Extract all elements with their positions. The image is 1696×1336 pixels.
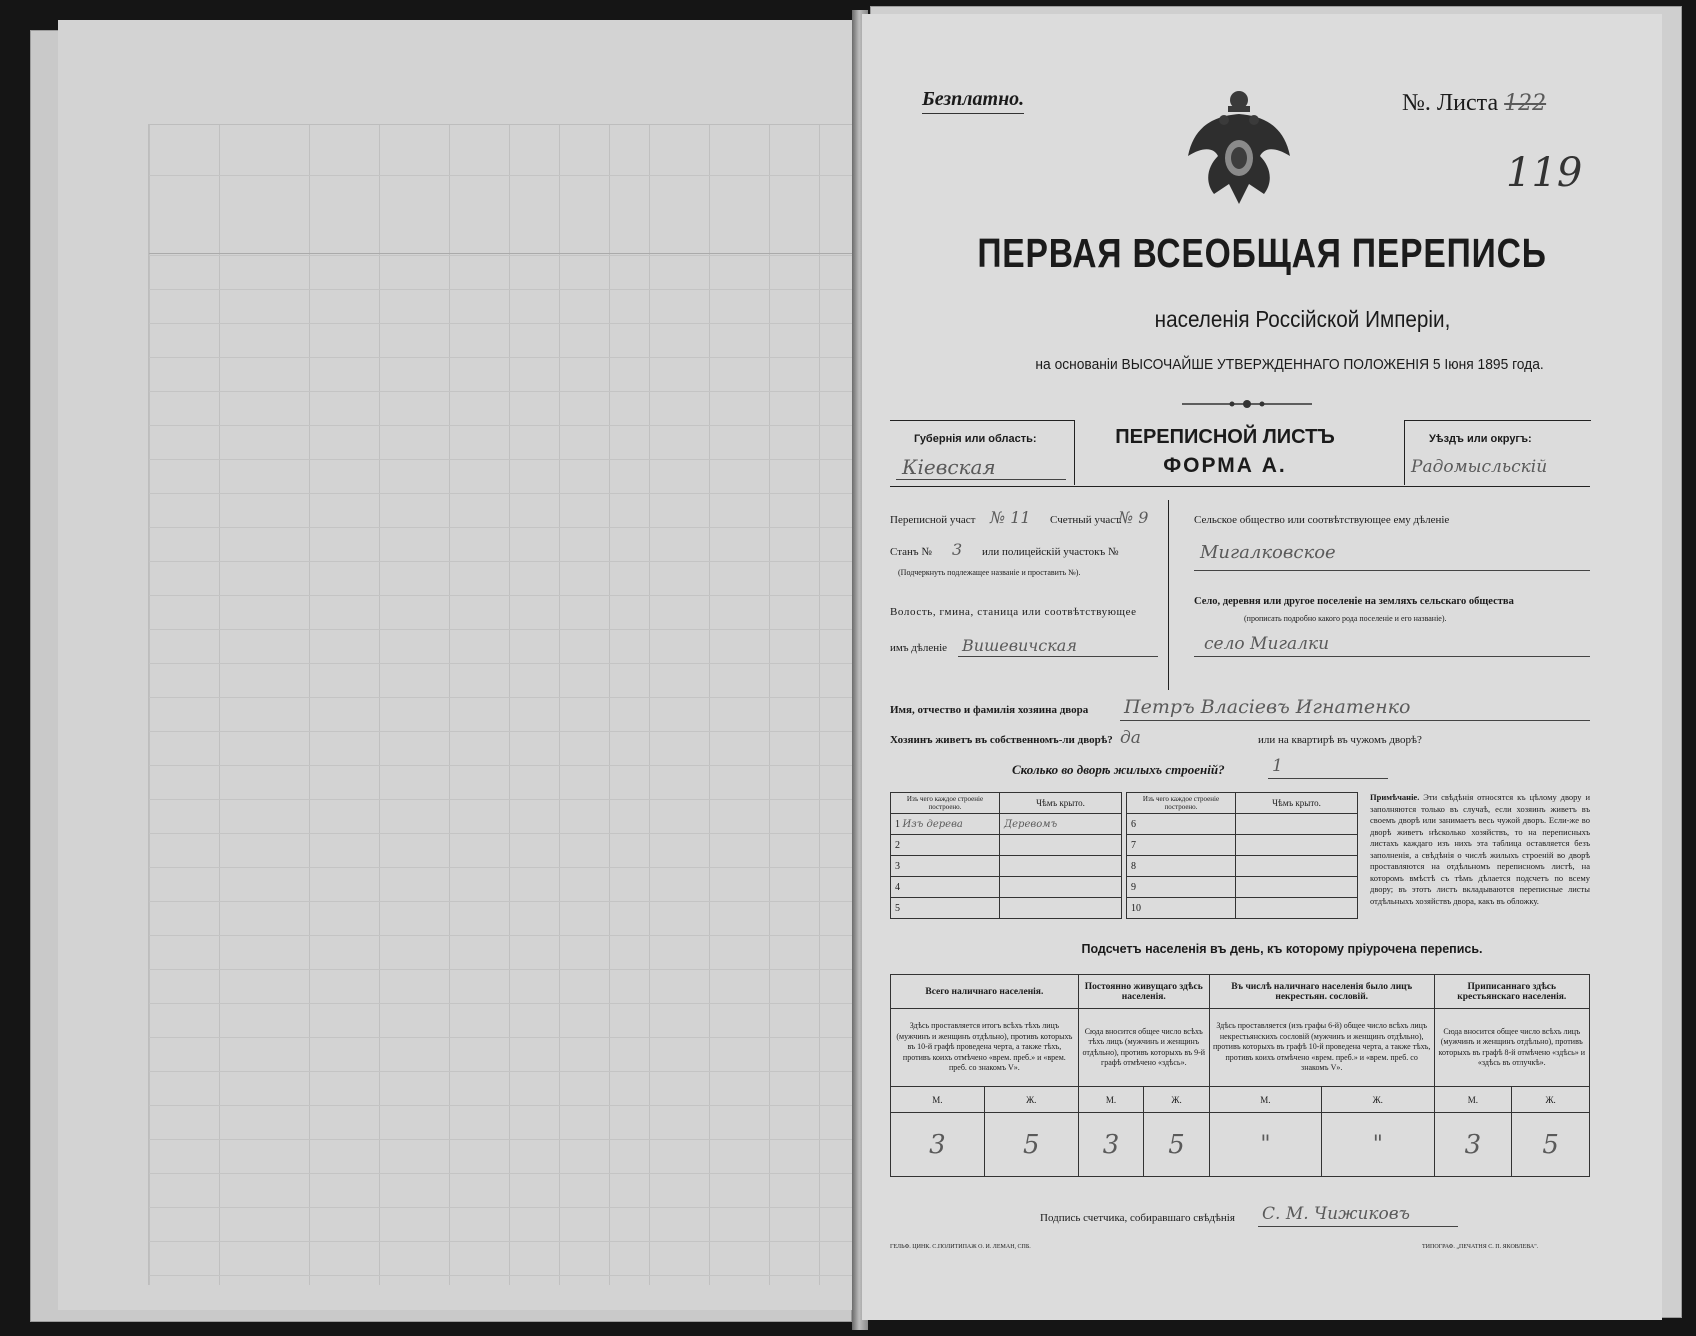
sheet-number-crossed: 122 [1504,91,1547,116]
society-label: Сельское общество или соотвѣтствующее ему дѣленіе [1194,514,1450,526]
census-subtitle: населенія Россійской Имперіи, [1154,306,1451,332]
pop-value: 3 [1078,1113,1144,1177]
grid-row-line [149,459,859,460]
counting-section-label: Счетный участ. [1050,514,1122,526]
own-yard-label: Хозяинъ живетъ въ собственномъ-ли дворѣ? [890,734,1113,746]
table-row: 2 [891,835,1122,856]
field-divider [1168,500,1169,690]
census-title: ПЕРВАЯ ВСЕОБЩАЯ ПЕРЕПИСЬ [977,230,1547,276]
census-basis: на основаніи ВЫСОЧАЙШЕ УТВЕРЖДЕННАГО ПОЛОЖЕНІЯ 5 Іюня 1895 года. [1035,356,1544,373]
counting-section-value: № 9 [1118,508,1149,527]
grid-row-line [149,901,859,902]
note-text: Эти свѣдѣнія относятся къ цѣлому двору и заполняются только въ случаѣ, если хозяинъ живетъ въ своемъ дворѣ или занимаетъ весь чужой дворъ. Если-же во дворѣ живетъ нѣсколько хозяйствъ, то на переписныхъ листахъ каждаго изъ нихъ эта таблица оставляется безъ заполненія, а свѣдѣнія о числѣ жилыхъ строеній во дворѣ проставляются на отдѣльномъ переписномъ листѣ, на которомъ вмѣстѣ съ тѣмъ дѣлается подсчетъ по всему двору; въ этотъ листъ вкладываются переписные листы отдѣльныхъ хозяйствъ двора, какъ въ обложку. [1370,792,1591,906]
table-row: 6 [1127,814,1358,835]
apartment-label: или на квартирѣ въ чужомъ дворѣ? [1258,734,1422,746]
buildings-label: Сколько во дворѣ жилыхъ строеній? [1012,762,1225,777]
grid-row-line [149,765,859,766]
grid-row-line [149,253,859,254]
grid-row-line [149,527,859,528]
buildings-value: 1 [1272,756,1283,776]
table-row: 1 Изъ дерева Деревомъ [891,814,1122,835]
signature-value: С. М. Чижиковъ [1262,1204,1411,1224]
grid-row-line [149,629,859,630]
grid-column-line [309,125,310,1285]
note-block [1370,792,1590,907]
grid-row-line [149,1139,859,1140]
col-material-header: Изъ чего каждое строеніе построено. [891,793,1000,814]
grid-row-line [149,255,859,256]
grid-row-line [149,561,859,562]
province-value: Кіевская [902,455,996,479]
own-yard-value: да [1120,728,1141,748]
table-row: 5 [891,898,1122,919]
left-page [58,20,858,1310]
pop-col-desc: Сюда вносится общее число всѣхъ тѣхъ лицъ (мужчинъ и женщинъ отдѣльно), противъ которыхъ въ 9-й графѣ отмѣчено «здѣсь». [1078,1009,1209,1087]
census-section-label: Переписной участ [890,514,976,526]
district-value: Радомысльскій [1411,457,1548,477]
pop-value: " [1209,1113,1321,1177]
grid-row-line [149,357,859,358]
grid-row-line [149,1275,859,1276]
pop-col-title: Въ числѣ наличнаго населенія было лицъ некрестьян. сословій. [1209,975,1434,1009]
grid-column-line [509,125,510,1285]
grid-column-line [149,125,150,1285]
grid-row-line [149,323,859,324]
grid-column-line [609,125,610,1285]
population-table: Всего наличнаго населенія. Постоянно живущаго здѣсь населенія. Въ числѣ наличнаго населенія было лицъ некрестьян. сословій. Приписаннаго здѣсь крестьянскаго населенія. Здѣсь проставляется итогъ всѣхъ тѣхъ лицъ (мужчинъ и женщинъ отдѣльно), противъ которыхъ въ 10-й графѣ проведена черта, а также тѣхъ, противъ коихъ отмѣчено «врем. преб.» и «врем. преб. со знакомъ V». Сюда вносится общее число всѣхъ тѣхъ лицъ (мужчинъ и женщинъ отдѣльно), противъ которыхъ въ 9-й графѣ отмѣчено «здѣсь». Здѣсь проставляется (изъ графы 6-й) общее число всѣхъ лицъ некрестьянскихъ сословій (мужчинъ и женщинъ отдѣльно), противъ которыхъ въ графѣ 10-й проведена черта, а также тѣхъ, противъ коихъ отмѣчено «врем. преб.» и «врем. преб. со знакомъ V». Сюда вносится общее число всѣхъ лицъ (мужчинъ и женщинъ отдѣльно), противъ которыхъ въ графѣ 8-й отмѣчено «здѣсь» и «здѣсь въ отлучкѣ». М. Ж. М. Ж. М. Ж. М. Ж. 3 5 3 5 " " 3 5 [890,974,1590,1177]
grid-row-line [149,867,859,868]
note-title: Примѣчаніе. [1370,792,1420,802]
imperial-eagle-icon [1184,86,1294,216]
table-row: 7 [1127,835,1358,856]
grid-column-line [449,125,450,1285]
table-row: 10 [1127,898,1358,919]
grid-row-line [149,1071,859,1072]
grid-row-line [149,1003,859,1004]
police-label: или полицейскій участокъ № [982,546,1119,558]
grid-row-line [149,833,859,834]
grid-row-line [149,799,859,800]
grid-row-line [149,1173,859,1174]
sheet-number-label: №. Листа [1402,90,1499,116]
province-label: Губернія или область: [914,433,1037,445]
table-row: 3 [891,856,1122,877]
sheet-number-handwritten: 119 [1506,150,1583,196]
census-form-page [862,14,1662,1320]
grid-column-line [709,125,710,1285]
district-box [1404,420,1591,485]
pop-col-title: Приписаннаго здѣсь крестьянскаго населенія. [1434,975,1589,1009]
grid-row-line [149,425,859,426]
pop-value: " [1321,1113,1434,1177]
pop-value: 5 [1144,1113,1210,1177]
pop-value: 5 [984,1113,1078,1177]
pop-col-desc: Здѣсь проставляется (изъ графы 6-й) общее число всѣхъ лицъ некрестьянскихъ сословій (мужчинъ и женщинъ отдѣльно), противъ которыхъ въ графѣ 10-й проведена черта, а также тѣхъ, противъ коихъ отмѣчено «врем. преб.» и «врем. преб. со знакомъ V». [1209,1009,1434,1087]
grid-row-line [149,1105,859,1106]
pop-col-desc: Здѣсь проставляется итогъ всѣхъ тѣхъ лицъ (мужчинъ и женщинъ отдѣльно), противъ которыхъ въ 10-й графѣ проведена черта, а также тѣхъ, противъ коихъ отмѣчено «врем. преб.» и «врем. преб. со знакомъ V». [891,1009,1079,1087]
table-row: 9 [1127,877,1358,898]
grid-row-line [149,969,859,970]
village-label: Село, деревня или другое поселеніе на земляхъ сельскаго общества [1194,596,1514,607]
pop-col-title: Постоянно живущаго здѣсь населенія. [1078,975,1209,1009]
table-row: 4 [891,877,1122,898]
grid-row-line [149,391,859,392]
printer-right: ТИПОГРАФ. „ПЕЧАТНЯ С. П. ЯКОВЛЕВА". [1422,1244,1539,1250]
grid-row-line [149,731,859,732]
grid-column-line [219,125,220,1285]
ornament-divider [1182,398,1312,410]
district-label: Уѣздъ или округъ: [1429,433,1532,445]
grid-row-line [149,1207,859,1208]
table-row: 8 [1127,856,1358,877]
grid-row-line [149,595,859,596]
printer-left: ГЕЛЬФ. ЦИНК. С.ПОЛИТИПАЖ О. И. ЛЕМАН, СПБ. [890,1244,1031,1250]
grid-row-line [149,697,859,698]
pop-value: 5 [1512,1113,1590,1177]
grid-column-line [559,125,560,1285]
underline-note: (Подчеркнуть подлежащее названіе и проставить №). [898,568,1081,577]
grid-row-line [149,493,859,494]
col-roof-header: Чѣмъ крыто. [1000,793,1122,814]
grid-row-line [149,935,859,936]
volost-label-2: имъ дѣленіе [890,642,948,654]
volost-label-1: Волость, гмина, станица или соотвѣтствующее [890,606,1137,618]
grid-row-line [149,1241,859,1242]
grid-column-line [769,125,770,1285]
population-heading: Подсчетъ населенія въ день, къ которому пріурочена перепись. [1081,942,1483,956]
form-title: ПЕРЕПИСНОЙ ЛИСТЪ [1115,426,1335,448]
pop-value: 3 [891,1113,985,1177]
buildings-table-left [890,792,1122,919]
census-section-value: № 11 [990,508,1031,527]
faint-ruled-table [148,124,859,1285]
province-box [890,420,1075,485]
free-label: Безплатно. [922,88,1024,114]
grid-row-line [149,1037,859,1038]
grid-column-line [819,125,820,1285]
signature-label: Подпись счетчика, собиравшаго свѣдѣнія [1040,1212,1235,1224]
pop-col-title: Всего наличнаго населенія. [891,975,1079,1009]
buildings-table-right: Изъ чего каждое строеніе построено. Чѣмъ крыто. 6 7 8 9 10 [1126,792,1358,919]
sheet-number [1402,90,1546,117]
grid-column-line [379,125,380,1285]
pop-col-desc: Сюда вносится общее число всѣхъ лицъ (мужчинъ и женщинъ отдѣльно), противъ которыхъ въ графѣ 8-й отмѣчено «здѣсь» и «здѣсь въ отлучкѣ». [1434,1009,1589,1087]
form-subtitle: ФОРМА А. [1163,454,1287,477]
village-note: (прописать подробно какого рода поселеніе и его названіе). [1244,614,1447,623]
stan-label: Станъ № [890,546,932,558]
grid-row-line [149,663,859,664]
owner-label: Имя, отчество и фамилія хозяина двора [890,704,1089,716]
stan-value: 3 [952,540,963,559]
grid-column-line [649,125,650,1285]
society-value: Мигалковское [1200,542,1336,563]
owner-value: Петръ Власіевъ Игнатенко [1124,696,1411,718]
pop-value: 3 [1434,1113,1512,1177]
volost-value: Вишевичская [962,636,1077,655]
grid-row-line [149,175,859,176]
village-value: село Мигалки [1204,634,1330,654]
grid-row-line [149,289,859,290]
